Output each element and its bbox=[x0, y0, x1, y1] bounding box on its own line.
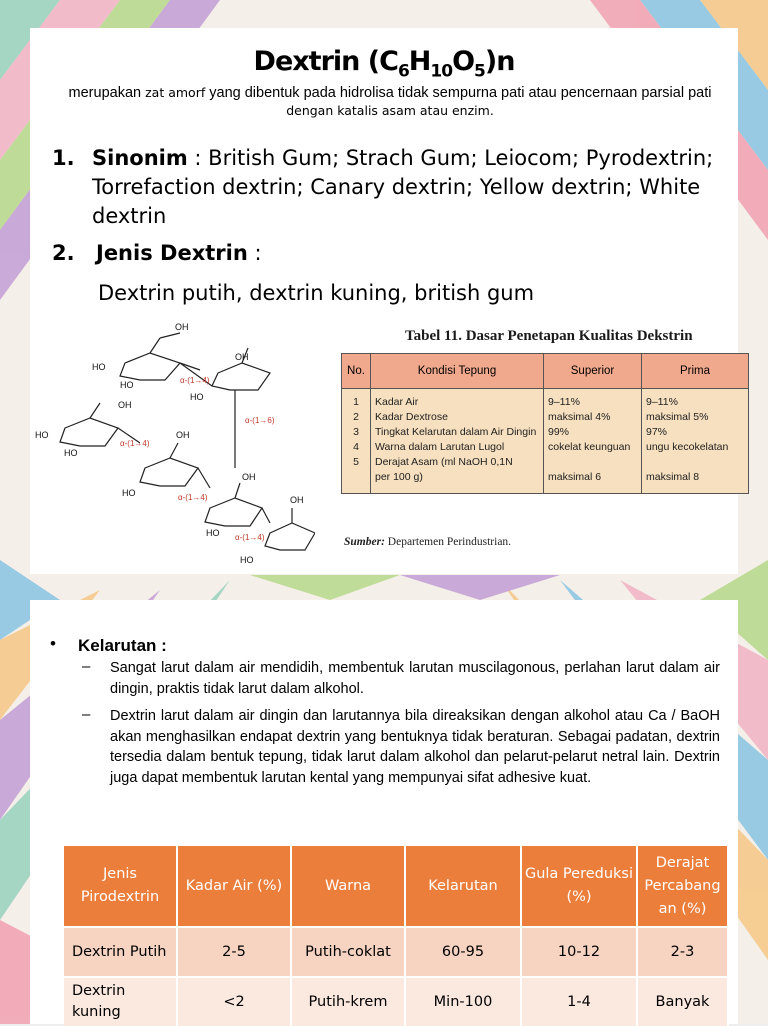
table-cell: Min-100 bbox=[405, 977, 521, 1026]
table11-header: Superior bbox=[544, 354, 642, 389]
list-number-2: 2. bbox=[52, 241, 75, 265]
table-row bbox=[64, 977, 728, 1026]
table-header: Derajat Percabang an (%) bbox=[637, 846, 728, 927]
table11-header: No. bbox=[342, 354, 371, 389]
bond-label: α-(1→4) bbox=[180, 376, 210, 385]
struct-label: HO bbox=[35, 430, 49, 440]
pirodextrin-table bbox=[64, 846, 729, 1026]
table11-col-superior: 9–11% maksimal 4% 99% cokelat keunguan maksimal 6 bbox=[544, 389, 642, 494]
paragraph-2: Dextrin larut dalam air dingin dan larutannya bila direaksikan dengan alkohol atau Ca / BaOH akan menghasilkan endapat dextrin yang bentuknya tidak beraturan. Sebagai padatan, dextrin tersedia dalam bentuk tepung, tidak larut dalam alkohol dan pelarut-pelarut netral lain. Dextrin juga dapat membentuk larutan kental yang mempunyai sifat adhesive kuat. bbox=[110, 708, 720, 786]
table-header: Gula Pereduksi (%) bbox=[521, 846, 637, 927]
table-cell: 2-5 bbox=[177, 927, 291, 977]
table-cell: Banyak bbox=[637, 977, 728, 1026]
quality-table bbox=[341, 353, 749, 494]
struct-label: HO bbox=[190, 392, 204, 402]
bond-label: α-(1→4) bbox=[178, 493, 208, 502]
bond-label: α-(1→4) bbox=[235, 533, 265, 542]
struct-label: HO bbox=[122, 488, 136, 498]
table-row bbox=[64, 927, 728, 977]
dash-bullet: – bbox=[82, 706, 91, 723]
section-heading: Kelarutan : bbox=[78, 636, 167, 655]
slide-kelarutan bbox=[30, 600, 738, 1024]
table-header: Jenis Pirodextrin bbox=[64, 846, 177, 927]
table11-col-no: 1 2 3 4 5 bbox=[342, 389, 371, 494]
table11-header: Prima bbox=[642, 354, 749, 389]
table-header: Warna bbox=[291, 846, 405, 927]
list-item-jenis: Jenis Dextrin : bbox=[96, 241, 262, 265]
table-cell: 60-95 bbox=[405, 927, 521, 977]
bullet: • bbox=[50, 634, 56, 653]
slide-dextrin-overview bbox=[30, 28, 738, 574]
table-header: Kelarutan bbox=[405, 846, 521, 927]
table-cell: Putih-coklat bbox=[291, 927, 405, 977]
slide-title: Dextrin $(C_6H_{10}O_5)n$ bbox=[253, 46, 515, 82]
struct-label: HO bbox=[92, 362, 106, 372]
struct-label: OH bbox=[242, 472, 256, 482]
table11-col-prima: 9–11% maksimal 5% 97% ungu kecokelatan maksimal 8 bbox=[642, 389, 749, 494]
table-cell: 2-3 bbox=[637, 927, 728, 977]
table11-source: Sumber: Departemen Perindustrian. bbox=[344, 536, 512, 548]
table11-header: Kondisi Tepung bbox=[371, 354, 544, 389]
paragraph-1: Sangat larut dalam air mendidih, membentuk larutan muscilagonous, perlahan larut dalam air dingin, praktis tidak larut dalam alkohol. bbox=[110, 660, 720, 697]
table-cell: Dextrin kuning bbox=[64, 977, 177, 1026]
table11-caption: Tabel 11. Dasar Penetapan Kualitas Dekstrin bbox=[405, 328, 693, 344]
table-cell: <2 bbox=[177, 977, 291, 1026]
struct-label: OH bbox=[118, 400, 132, 410]
struct-label: OH bbox=[175, 322, 189, 332]
table-cell: Dextrin Putih bbox=[64, 927, 177, 977]
bond-label: α-(1→4) bbox=[120, 439, 150, 448]
slide-subtitle: merupakan zat amorf yang dibentuk pada hidrolisa tidak sempurna pati atau pencernaan parsial pati dengan katalis asam atau enzim. bbox=[68, 85, 712, 118]
table-cell: 1-4 bbox=[521, 977, 637, 1026]
struct-label: HO bbox=[206, 528, 220, 538]
bond-label: α-(1→6) bbox=[245, 416, 275, 425]
struct-label: HO bbox=[120, 380, 134, 390]
dextrin-structure-image bbox=[30, 318, 315, 568]
list-number-1: 1. bbox=[52, 146, 75, 170]
table-cell: Putih-krem bbox=[291, 977, 405, 1026]
struct-label: HO bbox=[64, 448, 78, 458]
struct-label: OH bbox=[290, 495, 304, 505]
struct-label: OH bbox=[235, 352, 249, 362]
table-cell: 10-12 bbox=[521, 927, 637, 977]
table11-col-kondisi: Kadar Air Kadar Dextrose Tingkat Kelarutan dalam Air Dingin Warna dalam Larutan Lugol Derajat Asam (ml NaOH 0,1N per 100 g) bbox=[371, 389, 544, 494]
list-item-jenis-text: Dextrin putih, dextrin kuning, british gum bbox=[98, 281, 535, 305]
struct-label: HO bbox=[240, 555, 254, 565]
table-header: Kadar Air (%) bbox=[177, 846, 291, 927]
dash-bullet: – bbox=[82, 658, 91, 675]
list-item-sinonim: Sinonim : British Gum; Strach Gum; Leiocom; Pyrodextrin; Torrefaction dextrin; Canary dextrin; Yellow dextrin; White dextrin bbox=[92, 146, 714, 228]
struct-label: OH bbox=[176, 430, 190, 440]
